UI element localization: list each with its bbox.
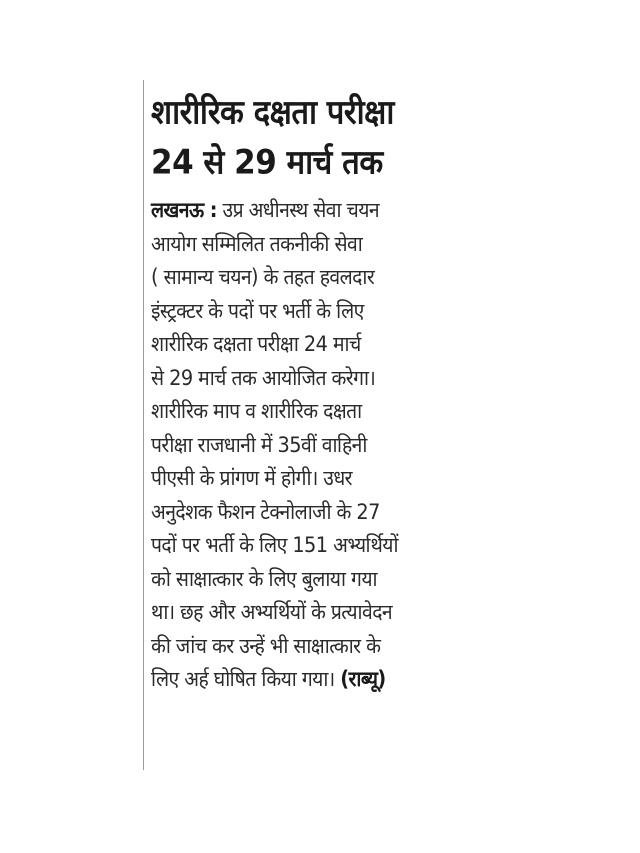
body-line-8: परीक्षा राजधानी में 35वीं वाहिनी (151, 432, 367, 457)
body-line-2: आयोग सम्मिलित तकनीकी सेवा (151, 231, 363, 256)
body-line-12: को साक्षात्कार के लिए बुलाया गया (151, 566, 378, 591)
body-line-1: लखनऊ : उप्र अधीनस्थ सेवा चयन (151, 198, 380, 222)
byline: (राब्यू) (340, 667, 386, 691)
body-line-15: लिए अर्ह घोषित किया गया। (राब्यू) (151, 667, 386, 691)
body-line-7: शारीरिक माप व शारीरिक दक्षता (151, 399, 362, 423)
headline-line-2: 24 से 29 मार्च तक (151, 143, 383, 182)
article-body (151, 194, 473, 697)
body-line-11: पदों पर भर्ती के लिए 151 अभ्यर्थियों (151, 533, 398, 557)
body-line-14: की जांच कर उन्हें भी साक्षात्कार के (151, 633, 381, 658)
news-clipping (143, 80, 473, 770)
body-line-6: से 29 मार्च तक आयोजित करेगा। (151, 365, 376, 390)
body-line-3: ( सामान्य चयन) के तहत हवलदार (151, 265, 375, 289)
headline (151, 88, 473, 187)
body-line-5: शारीरिक दक्षता परीक्षा 24 मार्च (151, 332, 361, 356)
body-line-4: इंस्ट्रक्टर के पदों पर भर्ती के लिए (151, 298, 364, 323)
headline-line-1: शारीरिक दक्षता परीक्षा (151, 93, 394, 133)
dateline: लखनऊ : (151, 198, 217, 222)
body-line-13: था। छह और अभ्यर्थियों के प्रत्यावेदन (151, 600, 393, 624)
body-line-10: अनुदेशक फैशन टेक्नोलाजी के 27 (151, 499, 380, 524)
body-line-9: पीएसी के प्रांगण में होगी। उधर (151, 466, 353, 490)
